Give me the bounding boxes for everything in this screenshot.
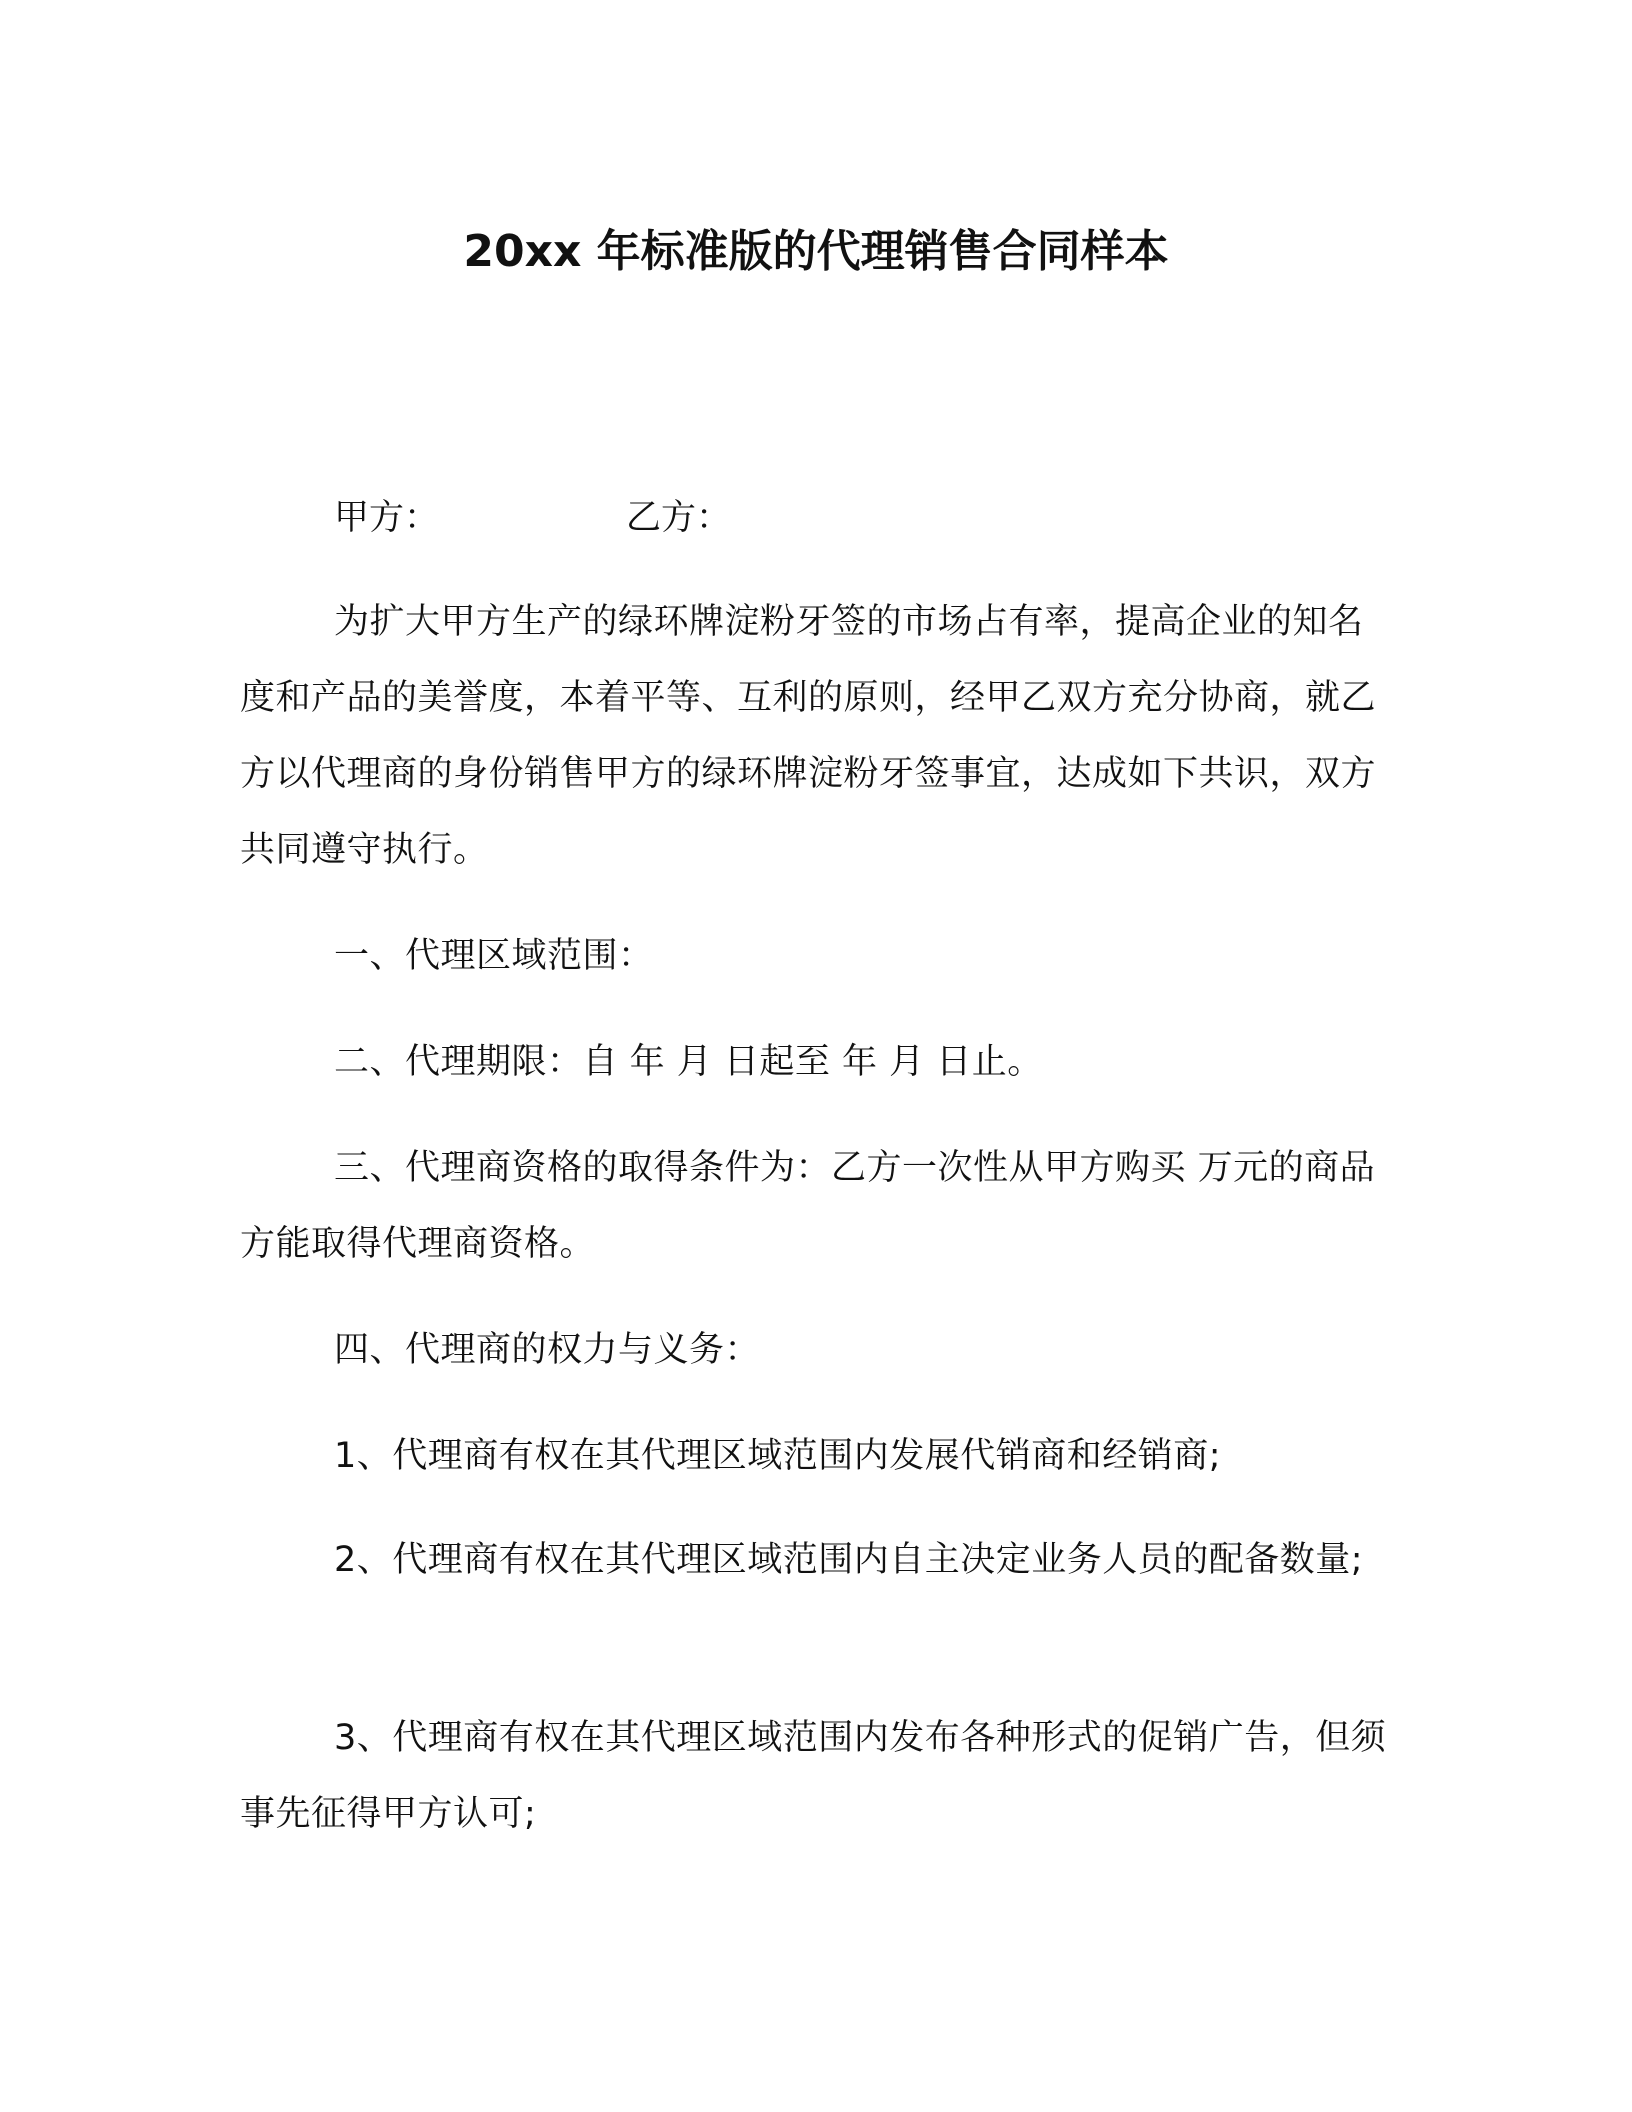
party-b-label: 乙方： — [626, 498, 732, 538]
section-two-paragraph: 二、代理期限：自 年 月 日起至 年 月 日止。 — [334, 1042, 1043, 1082]
party-a-label: 甲方： — [334, 498, 440, 538]
section-four-heading: 四、代理商的权力与义务： — [334, 1330, 761, 1370]
document-title: 20xx 年标准版的代理销售合同样本 — [463, 226, 1169, 277]
section-three-paragraph: 三、代理商资格的取得条件为：乙方一次性从甲方购买 万元的商品方能取得代理商资格。 — [240, 1148, 1376, 1264]
rights-item-1: 1、代理商有权在其代理区域范围内发展代销商和经销商; — [334, 1436, 1222, 1476]
rights-item-3: 3、代理商有权在其代理区域范围内发布各种形式的促销广告，但须事先征得甲方认可; — [240, 1718, 1387, 1834]
rights-item-2: 2、代理商有权在其代理区域范围内自主决定业务人员的配备数量; — [334, 1540, 1364, 1580]
parties-line — [334, 494, 732, 542]
intro-paragraph: 为扩大甲方生产的绿环牌淀粉牙签的市场占有率，提高企业的知名度和产品的美誉度，本着平等、互利的原则，经甲乙双方充分协商，就乙方以代理商的身份销售甲方的绿环牌淀粉牙签事宜，达成如下共识，双方共同遵守执行。 — [240, 602, 1377, 870]
section-one-heading: 一、代理区域范围： — [334, 936, 654, 976]
